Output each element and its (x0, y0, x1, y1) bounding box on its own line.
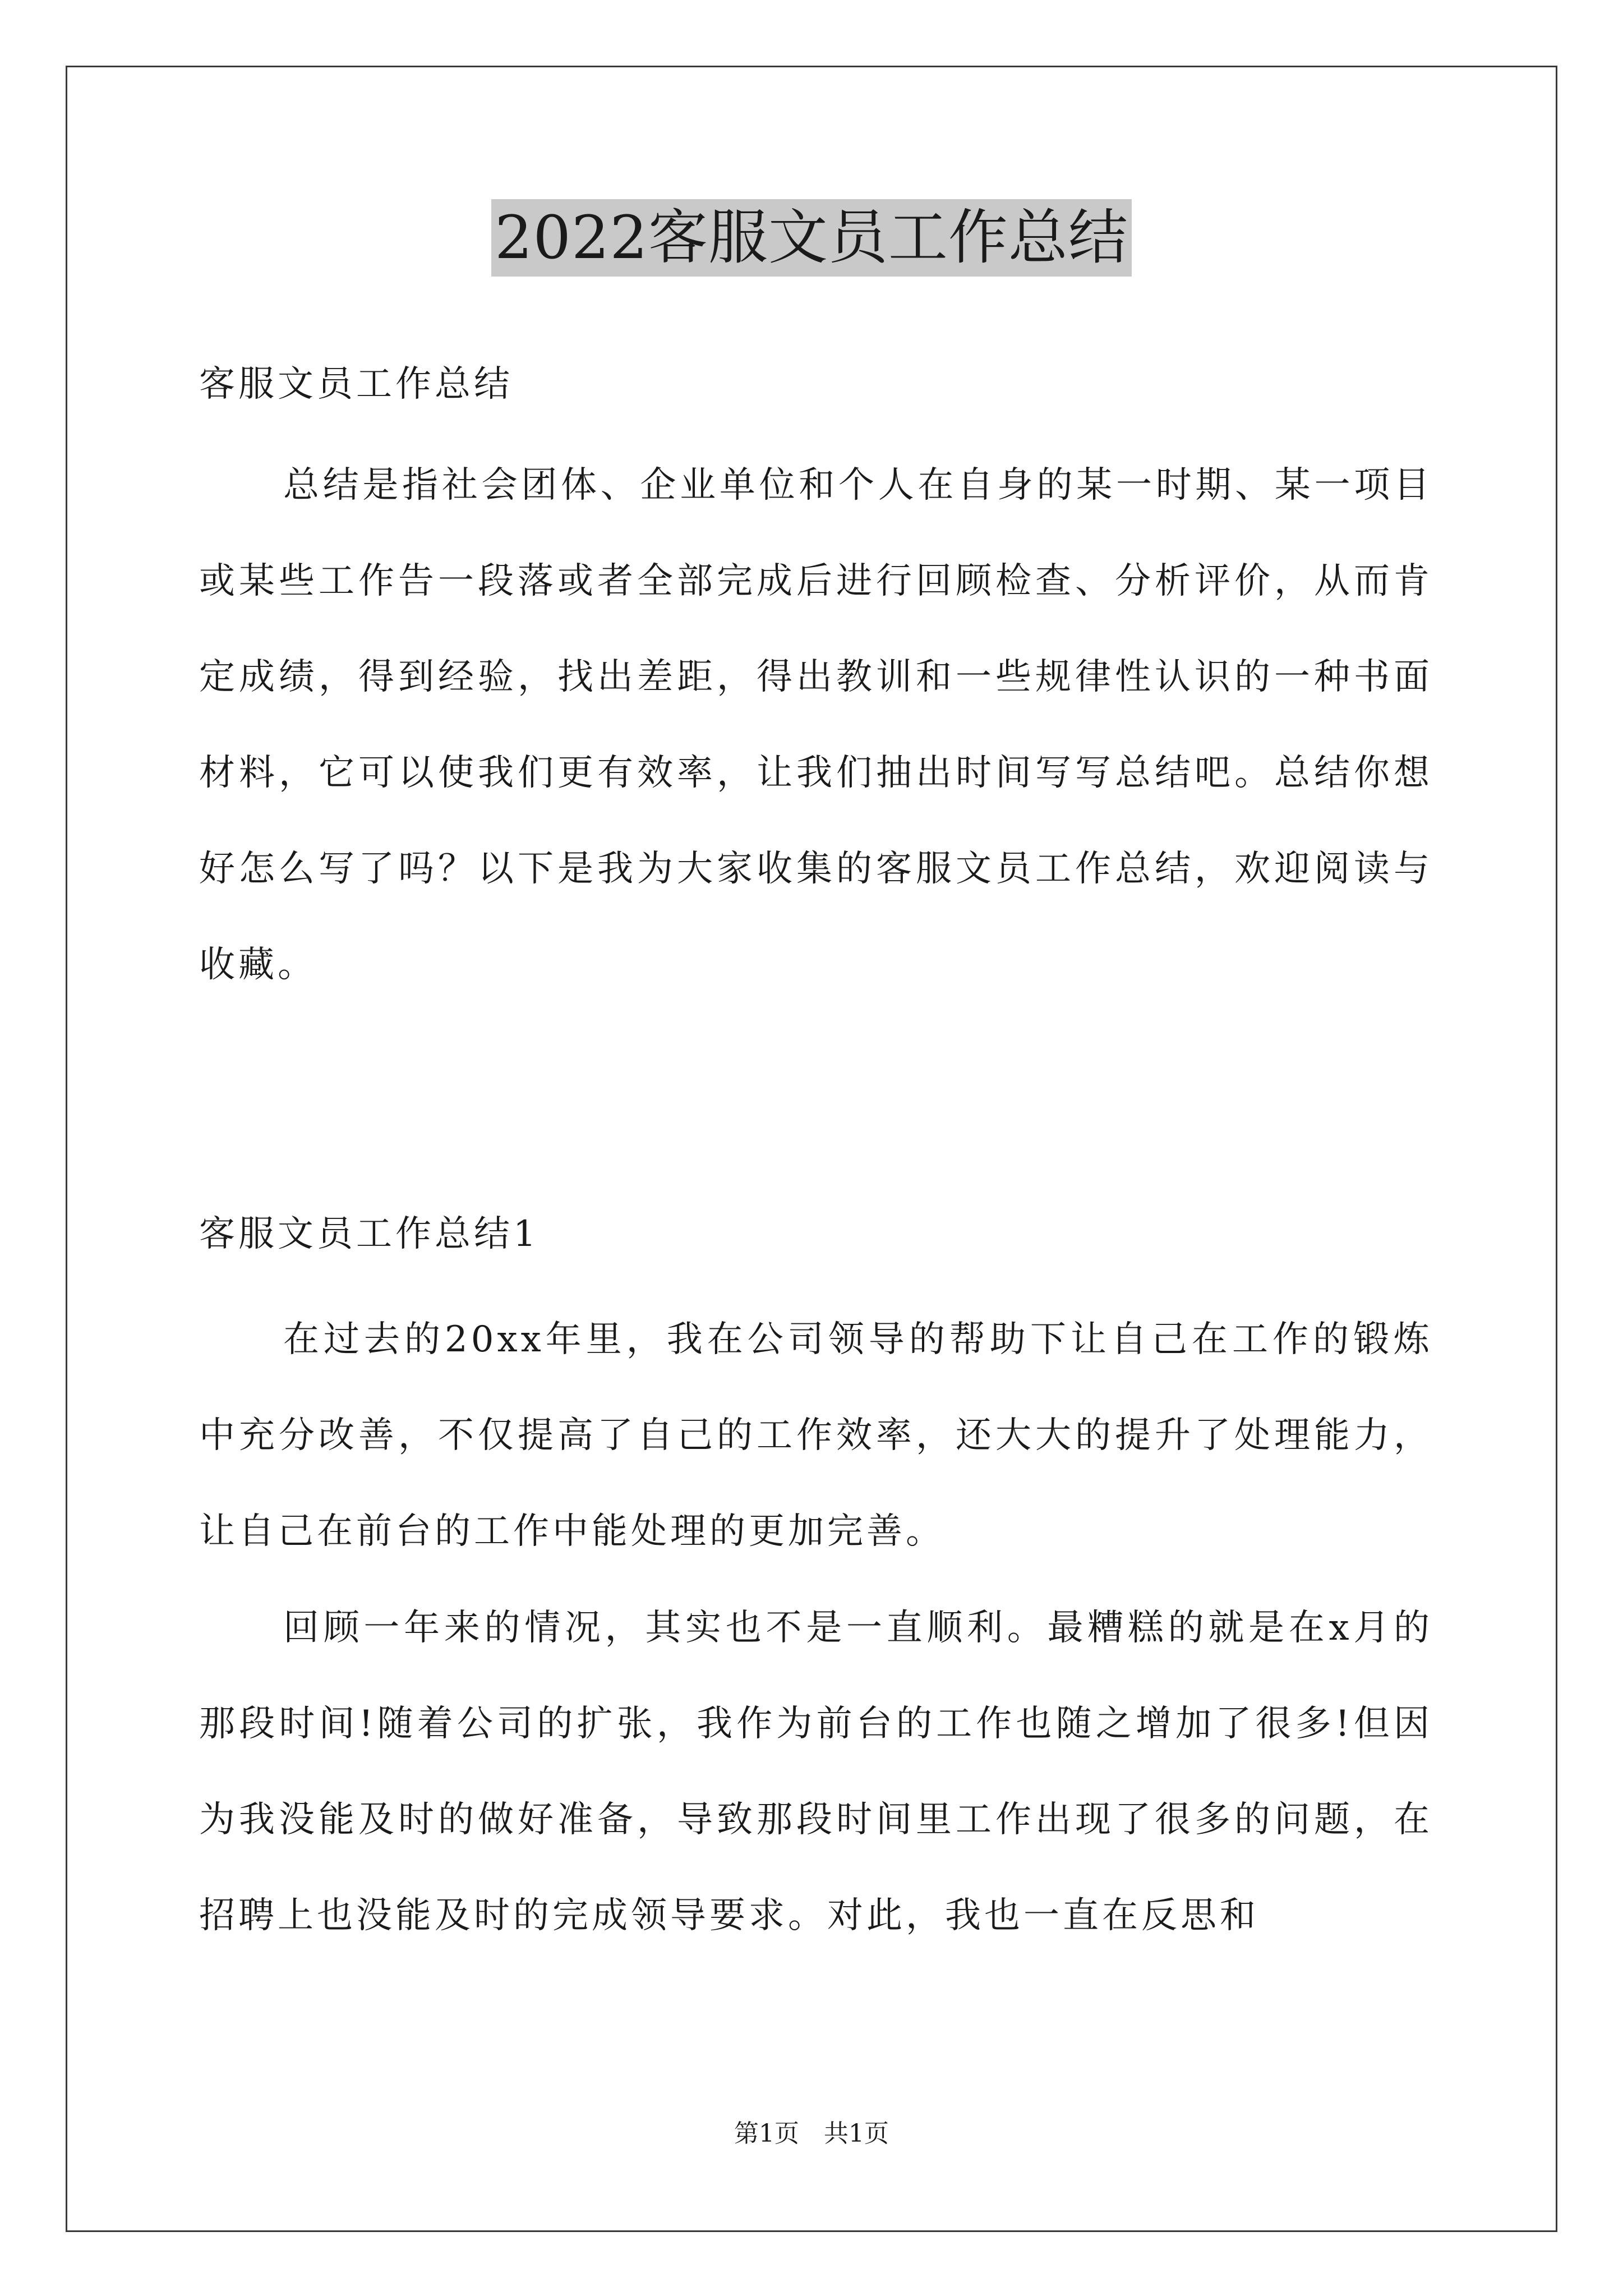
title-container (0, 199, 1623, 277)
section-heading: 客服文员工作总结1 (199, 1213, 540, 1255)
document-subtitle: 客服文员工作总结 (199, 364, 513, 405)
document-title: 2022客服文员工作总结 (491, 199, 1132, 277)
body-paragraph: 在过去的20xx年里，我在公司领导的帮助下让自己在工作的锻炼中充分改善，不仅提高了自己的工作效率，还大大的提升了处理能力，让自己在前台的工作中能处理的更加完善。 (199, 1319, 1433, 1552)
body-paragraph: 回顾一年来的情况，其实也不是一直顺利。最糟糕的就是在x月的那段时间!随着公司的扩张，我作为前台的工作也随之增加了很多!但因为我没能及时的做好准备，导致那段时间里工作出现了很多的问题，在招聘上也没能及时的完成领导要求。对此，我也一直在反思和 (199, 1607, 1433, 1936)
intro-paragraph: 总结是指社会团体、企业单位和个人在自身的某一时期、某一项目或某些工作告一段落或者全部完成后进行回顾检查、分析评价，从而肯定成绩，得到经验，找出差距，得出教训和一些规律性认识的一种书面材料，它可以使我们更有效率，让我们抽出时间写写总结吧。总结你想好怎么写了吗？以下是我为大家收集的客服文员工作总结，欢迎阅读与收藏。 (199, 464, 1433, 986)
page-footer: 第1页 共1页 (734, 2119, 889, 2148)
